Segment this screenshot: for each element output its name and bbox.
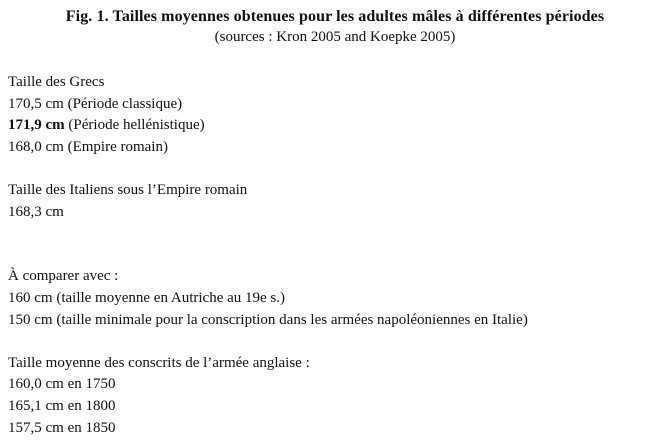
- figure-header: [0, 6, 670, 47]
- greeks-entry-label: (Période hellénistique): [68, 117, 205, 134]
- greeks-entry-value: 168,0 cm: [8, 138, 64, 155]
- greeks-heading: Taille des Grecs: [8, 74, 105, 90]
- italians-section: [8, 180, 663, 223]
- greeks-entry-label: (Empire romain): [67, 138, 168, 155]
- greeks-entry-roman-empire: [8, 137, 663, 159]
- english-army-entry-1850: 157,5 cm en 1850: [8, 419, 116, 436]
- english-army-heading: Taille moyenne des conscrits de l’armée anglaise :: [8, 354, 310, 371]
- comparison-section: [8, 266, 663, 331]
- figure-title: Fig. 1. Tailles moyennes obtenues pour les adultes mâles à différentes périodes: [65, 8, 605, 25]
- english-army-entry-1800: 165,1 cm en 1800: [8, 397, 116, 414]
- english-army-entry-1750: 160,0 cm en 1750: [8, 376, 116, 393]
- section-spacer: [8, 158, 663, 180]
- comparison-heading: À comparer avec :: [8, 268, 119, 285]
- figure-sources: (sources : Kron 2005 and Koepke 2005): [214, 29, 456, 45]
- figure-body: [8, 72, 663, 439]
- greeks-entry-classical: [8, 94, 663, 116]
- section-spacer: [8, 223, 663, 266]
- comparison-entry-conscription: 150 cm (taille minimale pour la conscription dans les armées napoléoniennes en Italie): [8, 311, 528, 328]
- italians-value: 168,3 cm: [8, 203, 64, 220]
- greeks-entry-value-highlighted: 171,9 cm: [8, 117, 65, 134]
- italians-heading: Taille des Italiens sous l’Empire romain: [8, 181, 248, 198]
- greeks-entry-hellenistic: [8, 115, 663, 137]
- comparison-entry-austria: 160 cm (taille moyenne en Autriche au 19e s.): [8, 289, 285, 306]
- greeks-entry-label: (Période classique): [67, 95, 183, 112]
- greeks-section: [8, 72, 663, 158]
- greeks-entry-value: 170,5 cm: [8, 95, 64, 112]
- section-spacer: [8, 331, 663, 353]
- english-army-section: [8, 353, 663, 439]
